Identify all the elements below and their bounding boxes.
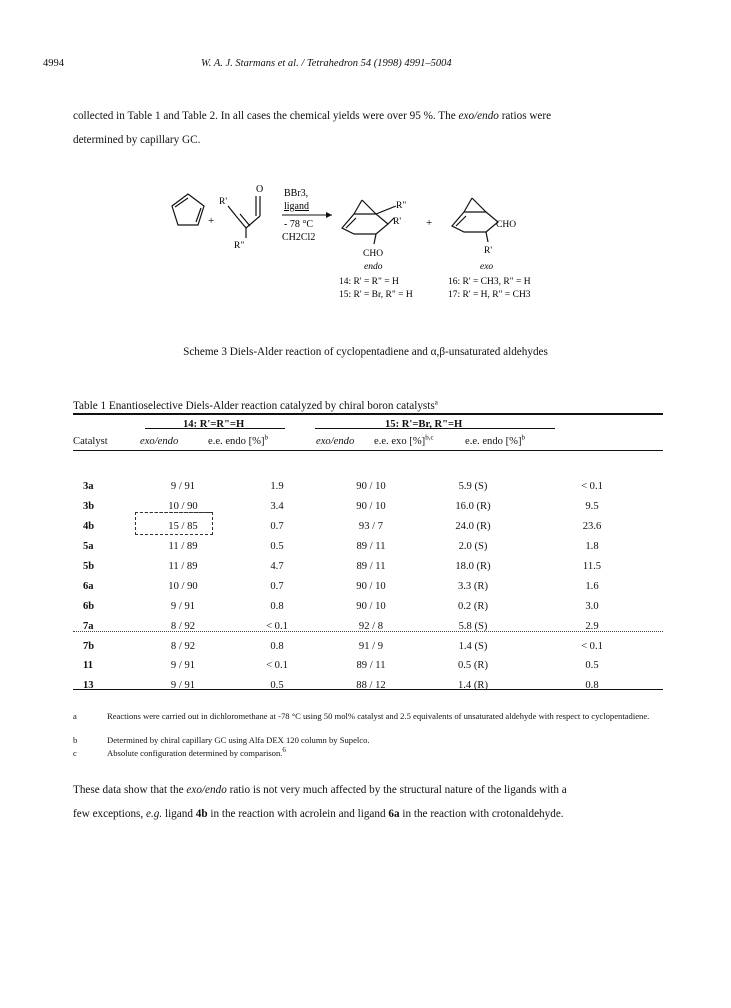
exo-endo-2-cell: 90 / 10: [356, 580, 386, 592]
table-row: [73, 537, 663, 557]
ee-endo-cell: 3.4: [270, 501, 284, 513]
catalyst-cell: 4b: [83, 521, 95, 533]
catalyst-cell: 13: [83, 680, 94, 692]
ee-endo-cell: 0.7: [270, 580, 284, 592]
endo-compound-15: 15: R' = Br, R" = H: [339, 290, 413, 300]
results-table: [73, 477, 663, 696]
plus-sign-2: +: [426, 217, 433, 229]
exo-r-prime: R': [484, 246, 493, 256]
ee-exo-cell: 0.2 (R): [457, 600, 488, 612]
col-ee-endo: e.e. endo [%]$^b$: [208, 433, 268, 447]
table-row: [73, 477, 663, 497]
ee-endo-2-cell: < 0.1: [581, 481, 603, 493]
exo-endo-cell: 9 / 91: [170, 600, 196, 612]
ee-exo-cell: 5.9 (S): [458, 481, 488, 493]
exo-endo-2-cell: 88 / 12: [356, 680, 386, 692]
exo-endo-2-cell: 91 / 9: [358, 640, 384, 652]
ee-endo-cell: 0.7: [270, 521, 284, 533]
discussion-paragraph: These data show that the exo/endo ratio is not very much affected by the structural nature of the ligands with a few exceptions, e.g. ligand 4b in the reaction with acrolein and ligand 6a in the reaction with crotonaldehyde.: [73, 784, 567, 820]
col-exoendo-2: exo/endo: [316, 436, 355, 447]
running-title: W. A. J. Starmans et al. / Tetrahedron 54 (1998) 4991–5004: [201, 58, 452, 69]
ee-endo-cell: 1.9: [270, 481, 284, 493]
exo-product-structure: [452, 198, 498, 242]
exo-endo-2-cell: 93 / 7: [358, 521, 384, 533]
exo-endo-cell: 8 / 92: [170, 620, 196, 632]
ee-endo-2-cell: < 0.1: [581, 640, 603, 652]
endo-product-structure: [342, 200, 396, 244]
endo-label: endo: [364, 262, 383, 272]
ee-endo-2-cell: 1.6: [585, 580, 599, 592]
ee-exo-cell: 1.4 (R): [457, 680, 488, 692]
catalyst-cell: 6a: [83, 580, 94, 592]
exo-endo-cell: 8 / 92: [170, 640, 196, 652]
table-header-rule: [73, 450, 663, 451]
catalyst-cell: 5b: [83, 561, 95, 572]
catalyst-cell: 7b: [83, 640, 95, 652]
catalyst-cell: 6b: [83, 600, 95, 612]
table-row: [73, 636, 663, 656]
exo-compound-16: 16: R' = CH3, R" = H: [448, 277, 531, 287]
exo-endo-2-cell: 90 / 10: [356, 501, 386, 513]
ee-endo-2-cell: 0.8: [585, 680, 599, 692]
table-row: [73, 616, 663, 636]
exo-endo-2-cell: 90 / 10: [356, 481, 386, 493]
results-table-body: [73, 477, 663, 696]
exo-endo-cell: 15 / 85: [168, 521, 198, 533]
ee-exo-cell: 5.8 (S): [458, 620, 488, 632]
table-row: [73, 596, 663, 616]
ee-endo-cell: 0.5: [270, 680, 284, 692]
ee-endo-cell: < 0.1: [266, 620, 288, 632]
endo-r-double: R": [396, 201, 407, 211]
ee-endo-2-cell: 11.5: [582, 561, 602, 572]
ee-exo-cell: 24.0 (R): [455, 521, 491, 533]
exo-endo-cell: 10 / 90: [168, 501, 198, 513]
exo-compound-17: 17: R' = H, R" = CH3: [448, 290, 531, 300]
ee-endo-cell: 0.5: [270, 541, 284, 553]
col-exoendo: exo/endo: [140, 436, 179, 447]
table-caption: Table 1 Enantioselective Diels-Alder reaction catalyzed by chiral boron catalysts$^a$: [73, 398, 438, 412]
ee-endo-cell: < 0.1: [266, 660, 288, 672]
exo-endo-2-cell: 90 / 10: [356, 600, 386, 612]
dashed-highlight-box: [135, 512, 213, 535]
col-ee-exo: e.e. exo [%]$^{b,c}$: [374, 433, 434, 447]
exo-endo-cell: 11 / 89: [168, 541, 198, 553]
table-row: [73, 676, 663, 696]
endo-r-prime: R': [393, 217, 402, 227]
catalyst-cell: 3b: [83, 501, 95, 513]
ee-exo-cell: 3.3 (R): [457, 580, 488, 592]
reagent-solvent: CH2Cl2: [282, 232, 316, 243]
ee-exo-cell: 0.5 (R): [457, 660, 488, 672]
intro-paragraph: collected in Table 1 and Table 2. In all cases the chemical yields were over 95 %. The exo/endo ratios were determined by capillary GC.: [73, 110, 552, 146]
ee-exo-cell: 2.0 (S): [458, 541, 488, 553]
endo-cho: CHO: [363, 249, 384, 259]
col-catalyst: Catalyst: [73, 436, 108, 447]
exo-endo-cell: 9 / 91: [170, 660, 196, 672]
exo-cho: CHO: [496, 220, 517, 230]
table-row: [73, 576, 663, 596]
page-number: 4994: [43, 58, 64, 69]
r-prime-label: R': [219, 197, 228, 207]
exo-endo-2-cell: 92 / 8: [358, 620, 384, 632]
catalyst-cell: 3a: [83, 481, 94, 493]
reagent-temperature: - 78 °C: [284, 219, 313, 230]
scheme-caption: Scheme 3 Diels-Alder reaction of cyclopentadiene and α,β-unsaturated aldehydes: [183, 346, 548, 358]
ee-exo-cell: 1.4 (S): [458, 640, 488, 652]
exo-endo-cell: 10 / 90: [168, 580, 198, 592]
reagent-ligand: ligand: [284, 201, 309, 212]
exo-endo-cell: 11 / 89: [168, 561, 198, 572]
ee-endo-2-cell: 23.6: [582, 521, 602, 533]
reagent-bbr3: BBr3,: [284, 188, 309, 199]
ee-endo-2-cell: 0.5: [585, 660, 599, 672]
table-row: [73, 557, 663, 577]
group2-header: 15: R'=Br, R"=H: [385, 419, 463, 430]
catalyst-cell: 11: [83, 660, 94, 672]
exo-endo-cell: 9 / 91: [170, 680, 196, 692]
arrow-head-icon: [326, 212, 332, 218]
ee-endo-cell: 0.8: [270, 600, 284, 612]
table-top-rule: [73, 413, 663, 415]
endo-compound-14: 14: R' = R" = H: [339, 277, 399, 287]
ee-endo-cell: 0.8: [270, 640, 284, 652]
col-ee-endo-2: e.e. endo [%]$^b$: [465, 433, 525, 447]
exo-endo-cell: 9 / 91: [170, 481, 196, 493]
aldehyde-structure: [228, 196, 260, 238]
exo-endo-2-cell: 89 / 11: [356, 541, 386, 553]
exo-endo-2-cell: 89 / 11: [356, 561, 386, 572]
catalyst-cell: 5a: [83, 541, 94, 553]
cyclopentadiene-structure: [172, 194, 204, 225]
ee-endo-2-cell: 3.0: [585, 600, 599, 612]
group1-header: 14: R'=R"=H: [183, 419, 245, 430]
r-double-label: R": [234, 241, 245, 251]
ee-exo-cell: 18.0 (R): [455, 561, 491, 572]
catalyst-cell: 7a: [83, 620, 94, 632]
plus-sign: +: [208, 215, 215, 227]
ee-exo-cell: 16.0 (R): [455, 501, 491, 513]
ee-endo-2-cell: 2.9: [585, 620, 599, 632]
ee-endo-2-cell: 1.8: [585, 541, 599, 553]
table-row: [73, 656, 663, 676]
ee-endo-cell: 4.7: [270, 561, 284, 572]
exo-endo-2-cell: 89 / 11: [356, 660, 386, 672]
oxygen-label: O: [256, 184, 264, 195]
ee-endo-2-cell: 9.5: [585, 501, 599, 513]
exo-label: exo: [480, 262, 494, 272]
reaction-scheme: [150, 178, 600, 308]
